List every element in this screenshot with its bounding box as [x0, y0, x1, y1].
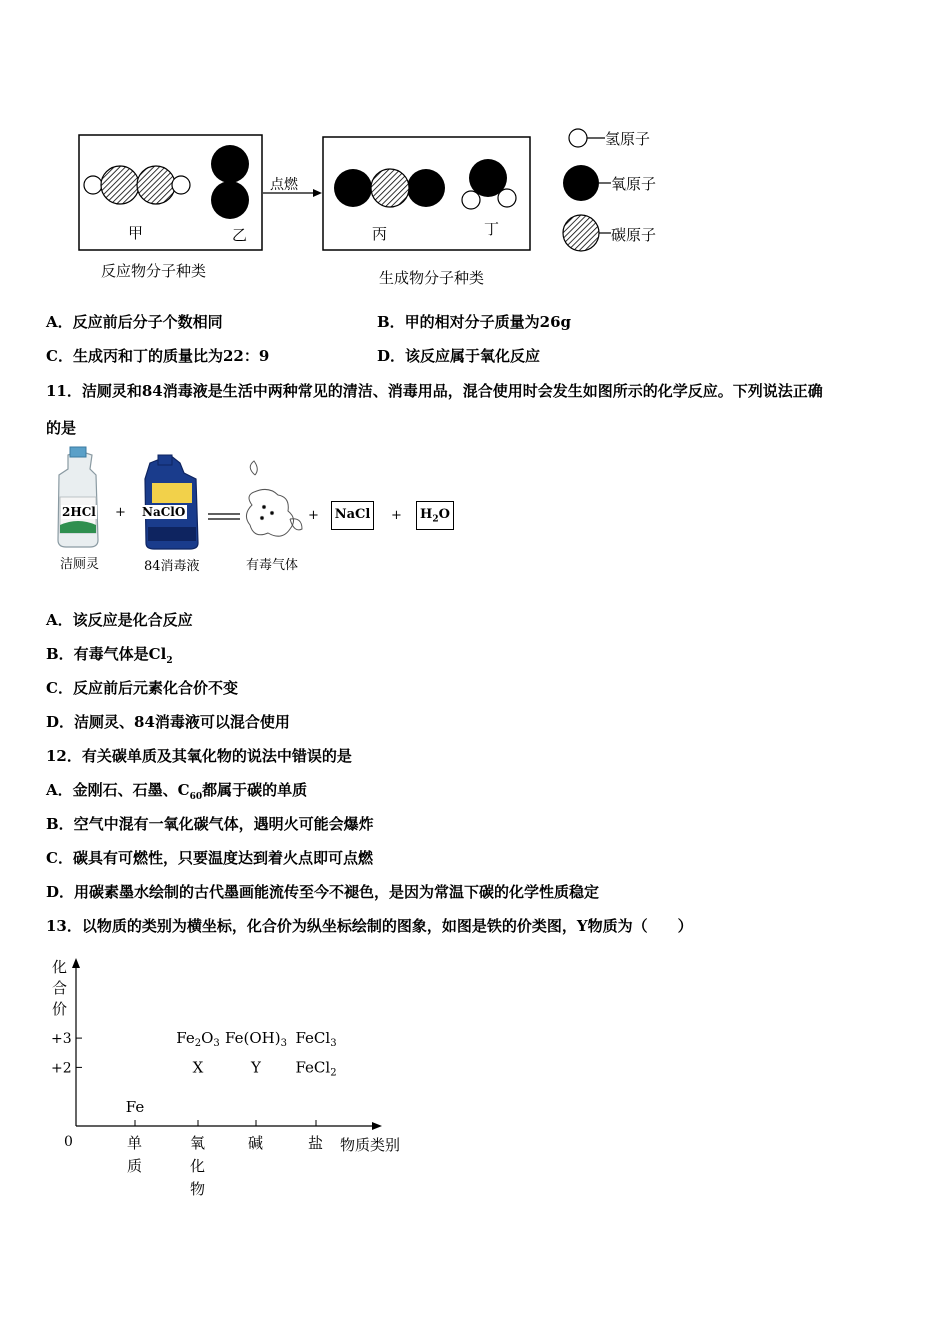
- y-axis-arrow: [72, 958, 80, 968]
- y-axis-label-char: 合: [52, 979, 68, 997]
- oxygen-atom: [407, 169, 445, 207]
- bottle1-formula: 2HCl: [62, 505, 96, 519]
- plus-2: +: [308, 508, 319, 523]
- h2o-sub: 2: [432, 514, 439, 525]
- legend-carbon: 碳原子: [611, 226, 657, 244]
- q11-option-b-text: B．有毒气体是Cl: [46, 645, 167, 663]
- q11-option-a: A．该反应是化合反应: [46, 611, 193, 629]
- origin-label: 0: [64, 1134, 73, 1150]
- reaction-condition: 点燃: [270, 177, 298, 193]
- data-point-FeCl2: FeCl$_2$: [295, 1058, 337, 1079]
- nacl-box: NaCl: [331, 501, 374, 530]
- q12-option-a-post: 都属于碳的单质: [202, 781, 308, 799]
- data-point-Fe: Fe: [125, 1098, 145, 1116]
- x-tick-label-char: 化: [190, 1157, 206, 1175]
- q12-stem: 12．有关碳单质及其氧化物的说法中错误的是: [46, 747, 352, 765]
- y-tick-label: +2: [51, 1060, 72, 1077]
- label-bing: 丙: [372, 225, 388, 243]
- x-axis-arrow: [372, 1122, 382, 1130]
- hydrogen-atom: [462, 191, 480, 209]
- label-ding: 丁: [484, 220, 500, 238]
- q11-option-b-sub: 2: [166, 656, 173, 666]
- product-caption: 生成物分子种类: [379, 269, 485, 287]
- q12-option-a-sub: 60: [189, 792, 203, 802]
- label-jia: 甲: [128, 224, 144, 242]
- reactant-caption: 反应物分子种类: [101, 262, 207, 280]
- plus-3: +: [391, 508, 402, 523]
- legend-oxygen: 氧原子: [611, 175, 657, 193]
- q12-option-c: C．碳具有可燃性，只要温度达到着火点即可点燃: [46, 849, 373, 867]
- q10-option-b: B．甲的相对分子质量为26g: [377, 313, 572, 331]
- data-point-X: X: [192, 1058, 204, 1077]
- q10-option-c: C．生成丙和丁的质量比为22：9: [46, 347, 270, 365]
- q11-option-d: D．洁厕灵、84消毒液可以混合使用: [46, 713, 290, 731]
- arrow-head: [313, 189, 322, 197]
- q13-stem: 13．以物质的类别为横坐标，化合价为纵坐标绘制的图象，如图是铁的价类图，Y物质为（ ）: [46, 917, 693, 935]
- q11-stem-line2: 的是: [46, 419, 77, 437]
- data-point-Y: Y: [251, 1058, 261, 1077]
- oxygen-atom: [211, 145, 249, 183]
- x-tick-label-char: 物: [190, 1180, 206, 1198]
- q10-option-d: D．该反应属于氧化反应: [377, 347, 541, 365]
- q11-option-c: C．反应前后元素化合价不变: [46, 679, 238, 697]
- q12-option-a: [46, 779, 307, 802]
- q12-option-a-pre: A．金刚石、石墨、C: [46, 781, 190, 799]
- x-tick-label-char: 单: [127, 1134, 143, 1152]
- q12-option-b: B．空气中混有一氧化碳气体，遇明火可能会爆炸: [46, 815, 374, 833]
- x-tick-label-char: 碱: [248, 1134, 264, 1152]
- oxygen-atom: [211, 181, 249, 219]
- q12-option-d: D．用碳素墨水绘制的古代墨画能流传至今不褪色，是因为常温下碳的化学性质稳定: [46, 883, 600, 901]
- legend-carbon-icon: [563, 215, 599, 251]
- x-tick-label-char: 氧: [190, 1134, 206, 1152]
- legend-hydrogen: 氢原子: [605, 130, 651, 148]
- data-point-FeCl3: FeCl$_3$: [295, 1029, 337, 1050]
- x-axis-label: 物质类别: [340, 1136, 401, 1154]
- data-point-Fe(OH)3: $Fe(OH)_3$: [225, 1029, 287, 1050]
- h2o-box: [416, 501, 454, 530]
- label-yi: 乙: [232, 226, 248, 244]
- y-tick-label: +3: [51, 1031, 72, 1048]
- y-axis-label-char: 化: [52, 958, 68, 976]
- q11-stem-line1: 11．洁厕灵和84消毒液是生活中两种常见的清洁、消毒用品，混合使用时会发生如图所示的化学反应。下列说法正确: [46, 382, 823, 400]
- bottle1-caption: 洁厕灵: [60, 557, 100, 572]
- legend-oxygen-icon: [563, 165, 599, 201]
- q10-option-a: A．反应前后分子个数相同: [46, 313, 223, 331]
- q11-reaction-figure: [50, 445, 470, 575]
- gas-caption: 有毒气体: [246, 558, 299, 573]
- valence-category-chart: [40, 950, 430, 1210]
- oxygen-atom: [334, 169, 372, 207]
- plus-1: +: [115, 505, 126, 520]
- hydrogen-atom: [498, 189, 516, 207]
- q11-option-b: [46, 643, 173, 666]
- data-point-Fe2O3: $Fe_2O_3$: [176, 1029, 220, 1050]
- carbon-atom: [101, 166, 139, 204]
- chart-svg: [40, 950, 430, 1210]
- hydrogen-atom: [172, 176, 190, 194]
- x-tick-label-char: 质: [127, 1157, 143, 1175]
- toilet-cleaner-bottle-icon: [58, 447, 98, 547]
- h2o-o: O: [438, 507, 450, 522]
- x-tick-label-char: 盐: [308, 1134, 324, 1152]
- hydrogen-atom: [84, 176, 102, 194]
- h2o-h: H: [420, 507, 433, 522]
- legend-hydrogen-icon: [569, 129, 587, 147]
- q10-molecule-diagram: [70, 120, 690, 300]
- bottle2-formula: NaClO: [142, 505, 186, 519]
- bottle2-caption: 84消毒液: [144, 559, 200, 574]
- carbon-atom: [371, 169, 409, 207]
- carbon-atom: [137, 166, 175, 204]
- toxic-gas-icon: [246, 461, 302, 536]
- disinfectant-bottle-icon: [145, 455, 198, 549]
- y-axis-label-char: 价: [52, 1000, 68, 1018]
